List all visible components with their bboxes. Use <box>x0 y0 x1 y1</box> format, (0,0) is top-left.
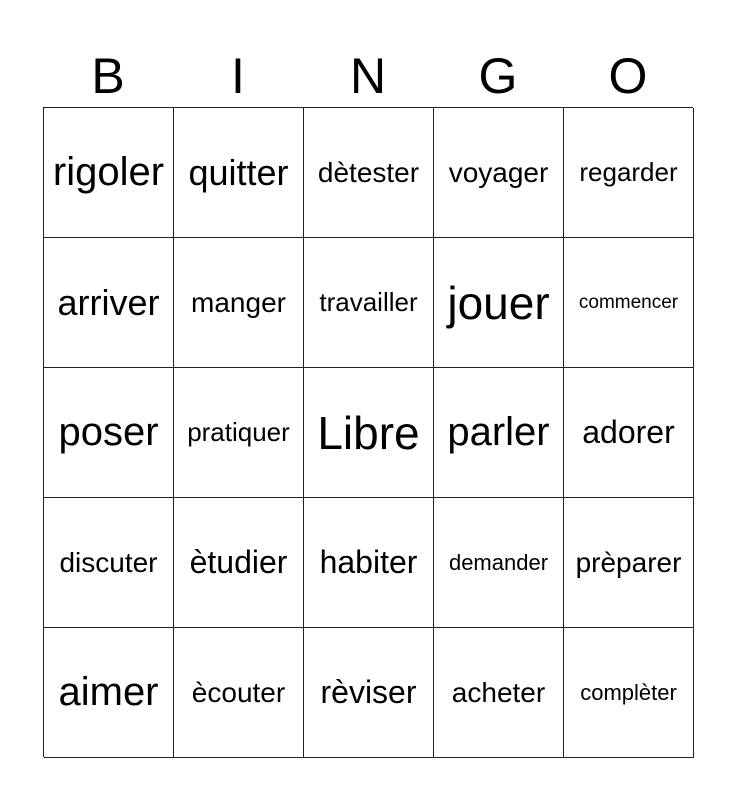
header-letter-b: B <box>91 48 125 104</box>
bingo-cell[interactable]: demander <box>434 498 564 628</box>
bingo-cell[interactable]: manger <box>174 238 304 368</box>
bingo-cell[interactable]: parler <box>434 368 564 498</box>
bingo-cell[interactable]: arriver <box>44 238 174 368</box>
bingo-cell[interactable]: voyager <box>434 108 564 238</box>
bingo-cell[interactable]: complèter <box>564 628 694 758</box>
bingo-cell[interactable]: rigoler <box>44 108 174 238</box>
bingo-cell[interactable]: regarder <box>564 108 694 238</box>
header-letter-i: I <box>231 48 245 104</box>
bingo-cell[interactable]: aimer <box>44 628 174 758</box>
bingo-cell[interactable]: discuter <box>44 498 174 628</box>
bingo-cell[interactable]: rèviser <box>304 628 434 758</box>
bingo-cell[interactable]: ètudier <box>174 498 304 628</box>
bingo-cell[interactable]: acheter <box>434 628 564 758</box>
bingo-cell[interactable]: travailler <box>304 238 434 368</box>
bingo-cell[interactable]: poser <box>44 368 174 498</box>
free-space-cell[interactable]: Libre <box>304 368 434 498</box>
bingo-cell[interactable]: pratiquer <box>174 368 304 498</box>
bingo-cell[interactable]: quitter <box>174 108 304 238</box>
header-letter-g: G <box>478 48 518 104</box>
bingo-header <box>43 46 693 106</box>
bingo-cell[interactable]: commencer <box>564 238 694 368</box>
bingo-cell[interactable]: adorer <box>564 368 694 498</box>
bingo-cell[interactable]: prèparer <box>564 498 694 628</box>
header-letter-n: N <box>349 48 387 104</box>
bingo-cell[interactable]: dètester <box>304 108 434 238</box>
bingo-cell[interactable]: ècouter <box>174 628 304 758</box>
header-letter-o: O <box>608 48 648 104</box>
bingo-cell[interactable]: habiter <box>304 498 434 628</box>
bingo-cell[interactable]: jouer <box>434 238 564 368</box>
bingo-board <box>43 107 693 757</box>
